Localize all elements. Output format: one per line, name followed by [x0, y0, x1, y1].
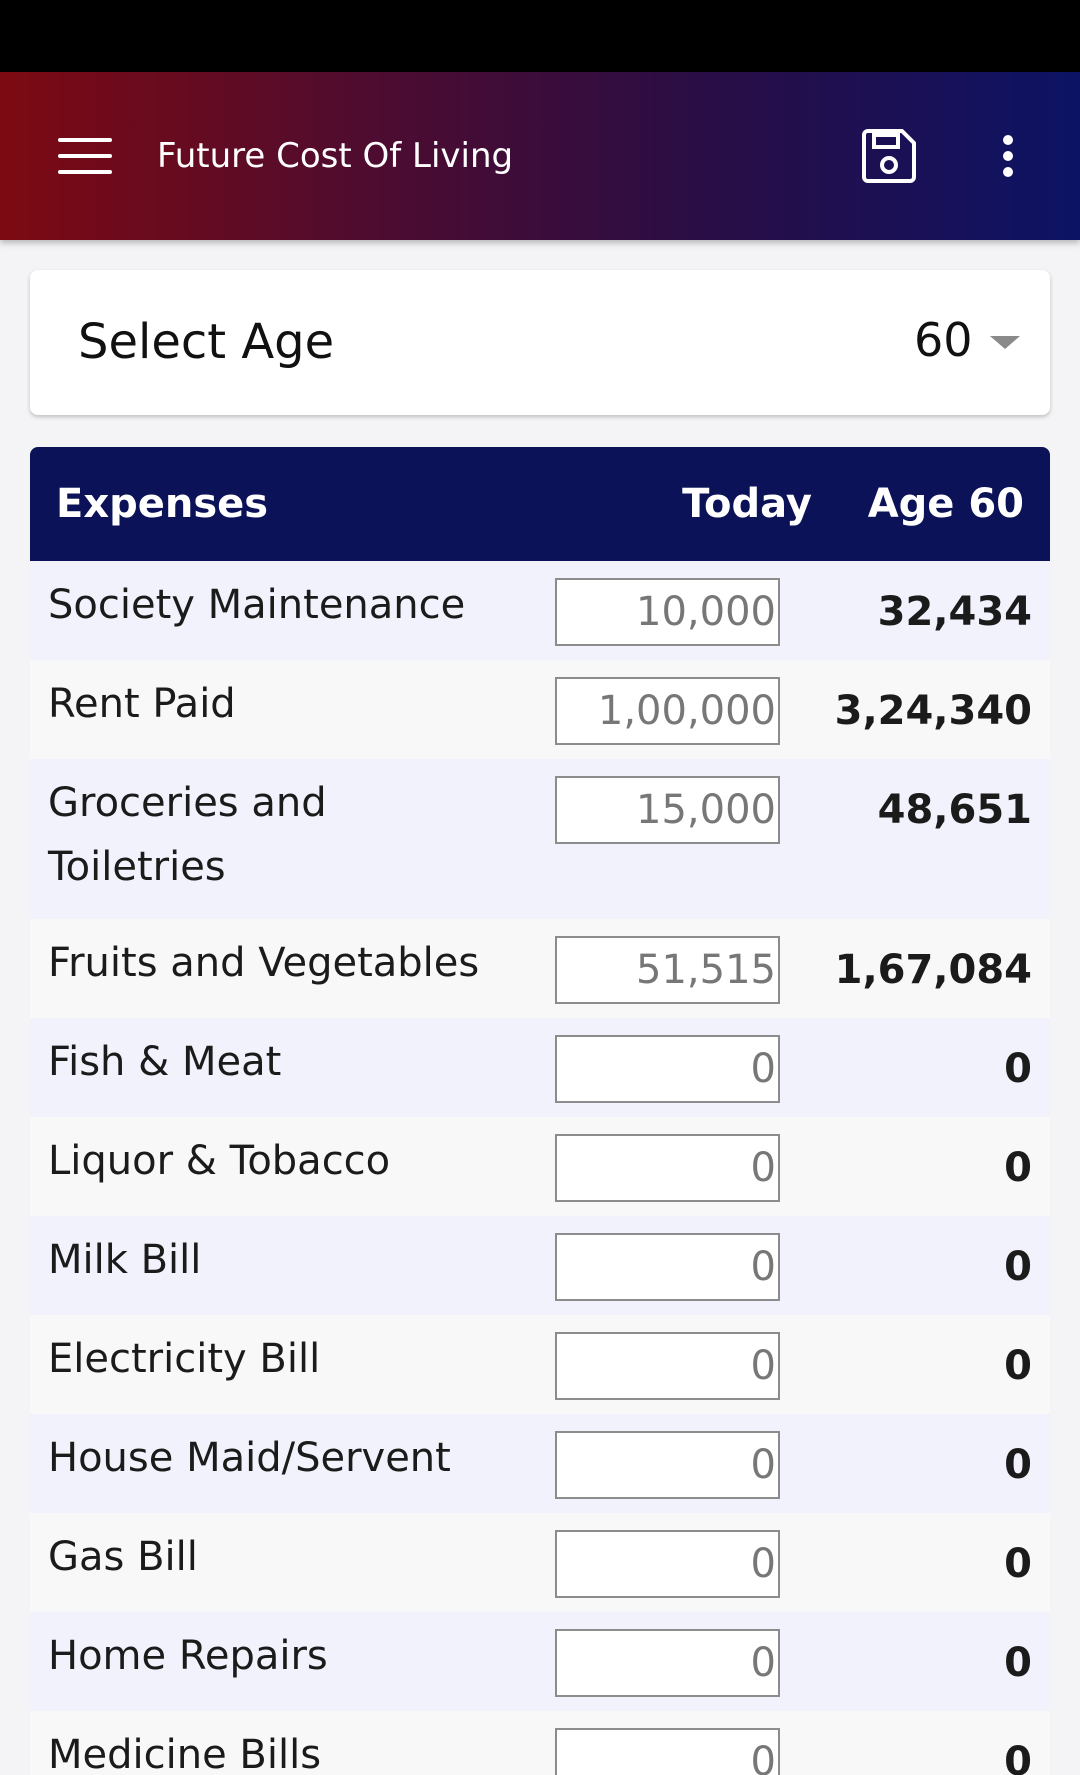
- table-row: [30, 1612, 1050, 1711]
- expense-name: Liquor & Tobacco: [48, 1138, 391, 1184]
- table-row: [30, 561, 1050, 660]
- future-amount: 48,651: [877, 787, 1032, 833]
- expense-name: Society Maintenance: [48, 582, 466, 628]
- caret-down-icon: [990, 336, 1020, 349]
- age-value: 60: [914, 313, 973, 367]
- today-amount-input[interactable]: [555, 1035, 780, 1103]
- future-amount: 0: [1004, 1541, 1032, 1587]
- age-selector-card: [30, 270, 1050, 415]
- today-amount-input[interactable]: [555, 578, 780, 646]
- today-amount-input[interactable]: [555, 1728, 780, 1775]
- today-amount-input[interactable]: [555, 1431, 780, 1499]
- more-vert-icon[interactable]: [990, 127, 1026, 185]
- today-amount-input[interactable]: [555, 1233, 780, 1301]
- expense-name: Fish & Meat: [48, 1039, 282, 1085]
- header-expenses: Expenses: [56, 481, 269, 527]
- today-amount-input[interactable]: [555, 936, 780, 1004]
- expense-name: Home Repairs: [48, 1633, 328, 1679]
- future-amount: 1,67,084: [834, 947, 1032, 993]
- today-amount-input[interactable]: [555, 1332, 780, 1400]
- future-amount: 0: [1004, 1145, 1032, 1191]
- future-amount: 32,434: [877, 589, 1032, 635]
- today-amount-input[interactable]: [555, 1629, 780, 1697]
- table-row: [30, 1117, 1050, 1216]
- table-row: [30, 1513, 1050, 1612]
- table-row: [30, 759, 1050, 919]
- table-row: [30, 1216, 1050, 1315]
- future-amount: 0: [1004, 1442, 1032, 1488]
- age-label: Select Age: [78, 314, 335, 370]
- table-row: [30, 1711, 1050, 1775]
- future-amount: 0: [1004, 1244, 1032, 1290]
- expenses-table: [30, 447, 1050, 1775]
- expense-name: Groceries and Toiletries: [48, 780, 327, 890]
- page-title: Future Cost Of Living: [157, 136, 514, 176]
- table-row: [30, 1315, 1050, 1414]
- status-bar: [0, 0, 1080, 72]
- future-amount: 3,24,340: [834, 688, 1032, 734]
- future-amount: 0: [1004, 1343, 1032, 1389]
- table-body: [30, 561, 1050, 1775]
- age-dropdown[interactable]: [880, 308, 1030, 372]
- table-row: [30, 1414, 1050, 1513]
- future-amount: 0: [1004, 1739, 1032, 1775]
- expense-name: Fruits and Vegetables: [48, 940, 480, 986]
- today-amount-input[interactable]: [555, 1530, 780, 1598]
- header-today: Today: [682, 481, 812, 527]
- expense-name: Gas Bill: [48, 1534, 198, 1580]
- expense-name: Electricity Bill: [48, 1336, 321, 1382]
- table-row: [30, 1018, 1050, 1117]
- expense-name: House Maid/Servent: [48, 1435, 451, 1481]
- table-row: [30, 919, 1050, 1018]
- app-bar: [0, 72, 1080, 240]
- today-amount-input[interactable]: [555, 1134, 780, 1202]
- expense-name: Medicine Bills: [48, 1732, 322, 1775]
- table-header: [30, 447, 1050, 561]
- today-amount-input[interactable]: [555, 776, 780, 844]
- future-amount: 0: [1004, 1640, 1032, 1686]
- expense-name: Milk Bill: [48, 1237, 202, 1283]
- menu-icon[interactable]: [58, 138, 112, 174]
- expense-name: Rent Paid: [48, 681, 236, 727]
- table-row: [30, 660, 1050, 759]
- future-amount: 0: [1004, 1046, 1032, 1092]
- save-icon[interactable]: [860, 127, 918, 185]
- header-future-age: Age 60: [867, 481, 1024, 527]
- today-amount-input[interactable]: [555, 677, 780, 745]
